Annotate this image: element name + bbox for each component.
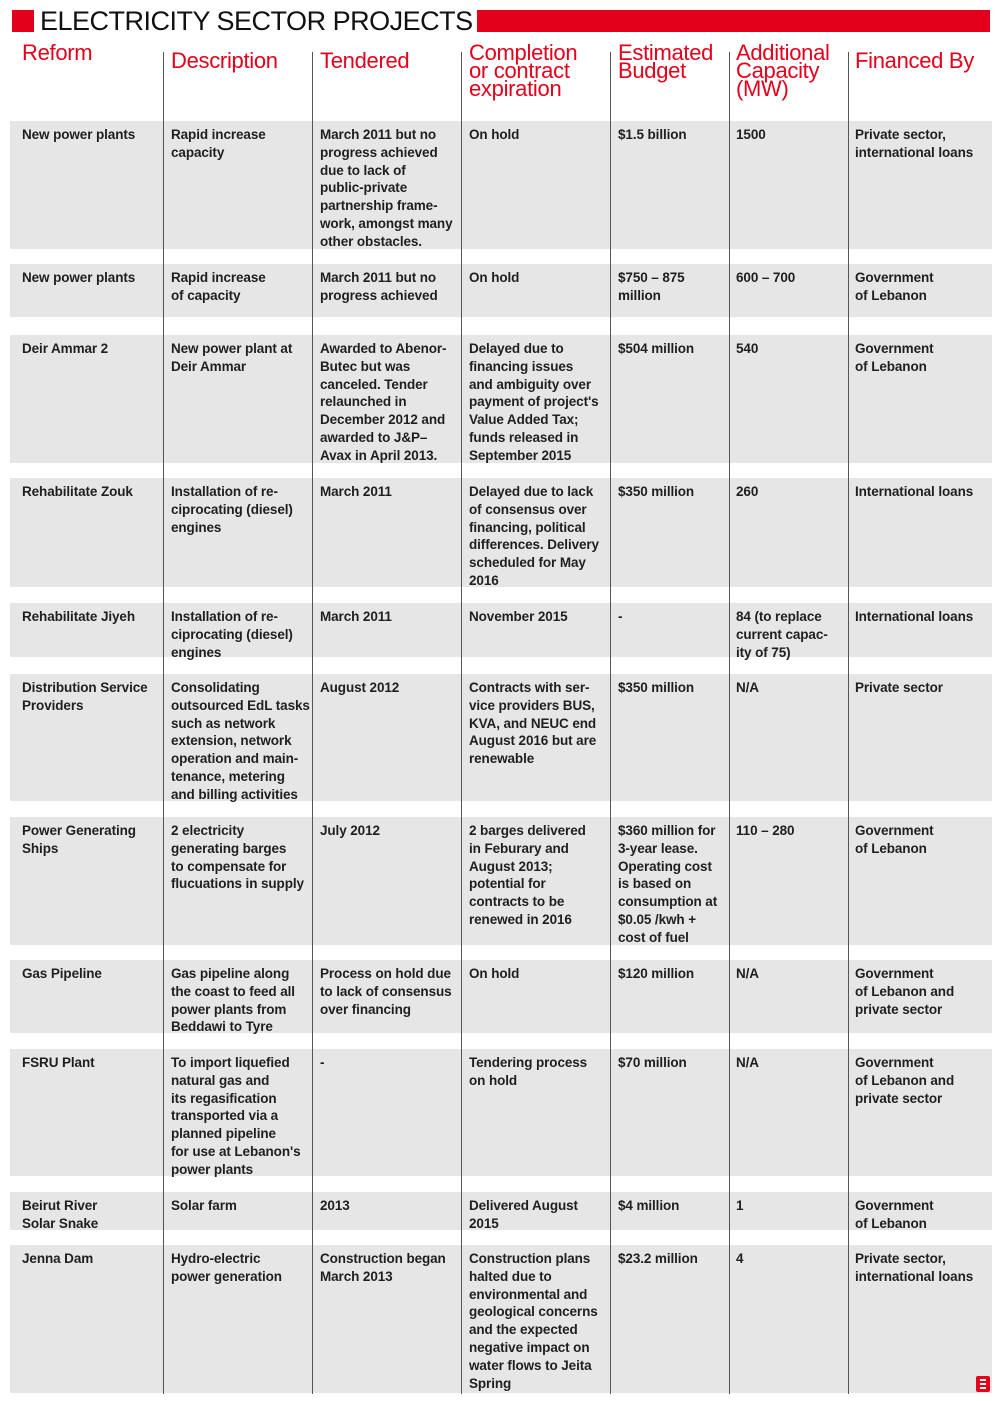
cell-completion: Construction plans halted due to environmental and geological concerns and the expected negative impact on water flows to Jeita Spring: [469, 1251, 598, 1391]
cell-capacity: 1: [736, 1198, 744, 1213]
cell-financed: Government of Lebanon: [855, 1198, 934, 1231]
title-marker: [12, 10, 34, 32]
cell-description: Gas pipeline along the coast to feed all power plants from Beddawi to Tyre: [171, 966, 295, 1035]
cell-budget: -: [618, 609, 623, 624]
cell-budget: $4 million: [618, 1198, 680, 1213]
cell-reform: Power Generating Ships: [22, 823, 136, 856]
cell-completion: 2 barges delivered in Feburary and August 2013; potential for contracts to be renewed in 2016: [469, 823, 586, 927]
cell-capacity: 1500: [736, 127, 766, 142]
table-row: [10, 478, 992, 587]
cell-reform: FSRU Plant: [22, 1055, 95, 1070]
cell-description: Installation of re- ciprocating (diesel) engines: [171, 484, 293, 535]
header-budget: Estimated Budget: [618, 40, 714, 83]
cell-reform: Gas Pipeline: [22, 966, 102, 981]
title-rule: [432, 10, 990, 32]
table-row: [10, 335, 992, 463]
cell-completion: Delivered August 2015: [469, 1198, 578, 1231]
column-divider: [729, 52, 730, 1394]
table-row: [10, 674, 992, 801]
cell-financed: Government of Lebanon: [855, 341, 934, 374]
title-bar: [12, 6, 990, 36]
cell-financed: Private sector, international loans: [855, 1251, 974, 1284]
cell-tendered: March 2011 but no progress achieved due to lack of public-private partnership frame- work, amongst many other obstacles.: [320, 127, 453, 249]
cell-tendered: August 2012: [320, 680, 400, 695]
table-header: [0, 40, 1000, 122]
cell-tendered: -: [320, 1055, 325, 1070]
cell-completion: Contracts with ser- vice providers BUS, KVA, and NEUC end August 2016 but are renewable: [469, 680, 597, 767]
cell-capacity: 600 – 700: [736, 270, 796, 285]
column-divider: [848, 52, 849, 1394]
cell-financed: Government of Lebanon and private sector: [855, 1055, 955, 1106]
cell-description: Consolidating outsourced EdL tasks such as network extension, network operation and main- tenance, metering and billing activities: [171, 680, 310, 802]
cell-reform: Distribution Service Providers: [22, 680, 148, 713]
cell-reform: Deir Ammar 2: [22, 341, 109, 356]
page-title: ELECTRICITY SECTOR PROJECTS: [40, 6, 477, 36]
cell-completion: Tendering process on hold: [469, 1055, 588, 1088]
cell-capacity: 540: [736, 341, 759, 356]
cell-capacity: N/A: [736, 680, 759, 695]
cell-completion: On hold: [469, 127, 520, 142]
cell-budget: $70 million: [618, 1055, 687, 1070]
cell-budget: $750 – 875 million: [618, 270, 685, 303]
table-row: [10, 603, 992, 660]
cell-description: Hydro-electric power generation: [171, 1251, 282, 1284]
cell-description: Rapid increase capacity: [171, 127, 266, 160]
cell-budget: $120 million: [618, 966, 695, 981]
cell-reform: New power plants: [22, 270, 136, 285]
cell-budget: $1.5 billion: [618, 127, 687, 142]
header-tendered: Tendered: [320, 48, 410, 73]
cell-completion: On hold: [469, 270, 520, 285]
cell-completion: Delayed due to lack of consensus over financing, political differences. Delivery scheduled for May 2016: [469, 484, 599, 588]
column-divider: [461, 52, 462, 1394]
cell-financed: International loans: [855, 484, 974, 499]
column-divider: [610, 52, 611, 1394]
header-description: Description: [171, 48, 278, 73]
cell-reform: Rehabilitate Zouk: [22, 484, 133, 499]
table-row: [10, 1049, 992, 1176]
cell-tendered: Awarded to Abenor- Butec but was canceled. Tender relaunched in December 2012 and awarded to J&P– Avax in April 2013.: [320, 341, 447, 463]
table-row: [10, 264, 992, 317]
cell-reform: Jenna Dam: [22, 1251, 94, 1266]
cell-description: Installation of re- ciprocating (diesel) engines: [171, 609, 293, 660]
cell-capacity: N/A: [736, 966, 759, 981]
cell-capacity: 260: [736, 484, 759, 499]
cell-budget: $23.2 million: [618, 1251, 698, 1266]
cell-tendered: Process on hold due to lack of consensus over financing: [320, 966, 452, 1017]
cell-tendered: March 2011: [320, 484, 392, 499]
cell-reform: New power plants: [22, 127, 136, 142]
cell-capacity: 84 (to replace current capac- ity of 75): [736, 609, 828, 660]
cell-completion: November 2015: [469, 609, 568, 624]
header-reform: Reform: [22, 40, 93, 65]
header-completion: Completion or contract expiration: [469, 40, 578, 101]
cell-description: Rapid increase of capacity: [171, 270, 266, 303]
table-row: [10, 960, 992, 1033]
cell-tendered: 2013: [320, 1198, 350, 1213]
cell-description: To import liquefied natural gas and its regasification transported via a planned pipeline for use at Lebanon's power plants: [171, 1055, 301, 1177]
table-row: [10, 1245, 992, 1393]
cell-budget: $504 million: [618, 341, 695, 356]
cell-financed: Government of Lebanon: [855, 270, 934, 303]
cell-capacity: 4: [736, 1251, 744, 1266]
cell-financed: Government of Lebanon: [855, 823, 934, 856]
cell-reform: Beirut River Solar Snake: [22, 1198, 99, 1231]
cell-tendered: March 2011 but no progress achieved: [320, 270, 438, 303]
cell-tendered: March 2011: [320, 609, 392, 624]
table-row: [10, 121, 992, 249]
cell-tendered: Construction began March 2013: [320, 1251, 446, 1284]
cell-financed: Private sector: [855, 680, 943, 695]
cell-completion: On hold: [469, 966, 520, 981]
cell-reform: Rehabilitate Jiyeh: [22, 609, 135, 624]
cell-completion: Delayed due to financing issues and ambiguity over payment of project's Value Added Tax; funds released in September 2015: [469, 341, 599, 463]
cell-description: 2 electricity generating barges to compensate for flucuations in supply: [171, 823, 304, 892]
cell-budget: $350 million: [618, 484, 695, 499]
cell-financed: Private sector, international loans: [855, 127, 974, 160]
table-row: [10, 1192, 992, 1230]
cell-budget: $350 million: [618, 680, 695, 695]
cell-tendered: July 2012: [320, 823, 380, 838]
cell-description: New power plant at Deir Ammar: [171, 341, 293, 374]
column-divider: [312, 52, 313, 1394]
column-divider: [163, 52, 164, 1394]
cell-financed: Government of Lebanon and private sector: [855, 966, 955, 1017]
cell-financed: International loans: [855, 609, 974, 624]
table-row: [10, 817, 992, 945]
header-financed-by: Financed By: [855, 48, 974, 73]
cell-capacity: 110 – 280: [736, 823, 795, 838]
header-capacity: Additional Capacity (MW): [736, 40, 830, 101]
cell-description: Solar farm: [171, 1198, 237, 1213]
cell-capacity: N/A: [736, 1055, 759, 1070]
cell-budget: $360 million for 3-year lease. Operating cost is based on consumption at $0.05 /kwh + cost of fuel: [618, 823, 718, 945]
publisher-logo-icon: [976, 1376, 990, 1392]
